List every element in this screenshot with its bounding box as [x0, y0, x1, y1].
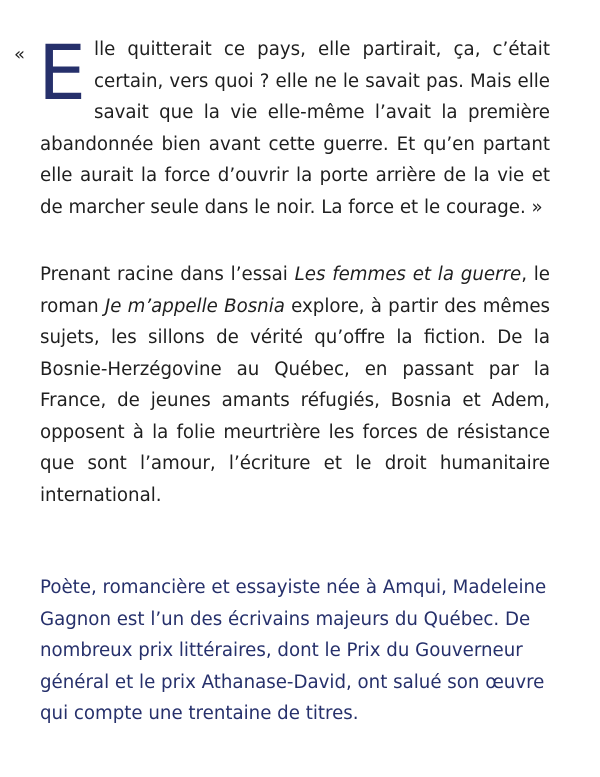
summary-text-3: explore, à partir des mêmes sujets, les sillons de vérité qu’offre la fiction. De la Bosnie-Herzégovine au Québec, en passant par la France, de jeunes amants réfugiés, Bosnia et Adem, opposent à la folie meurtrière les forces de résistance que sont l’amour, l’écriture et le droit humanitaire international. — [40, 295, 550, 506]
book-summary — [40, 259, 550, 511]
summary-text-1: Prenant racine dans l’essai — [40, 264, 295, 285]
author-bio — [40, 572, 550, 730]
quote-paragraph — [40, 28, 550, 223]
summary-paragraph — [40, 259, 550, 511]
essay-title: Les femmes et la guerre — [294, 264, 522, 285]
opening-guillemet: « — [14, 44, 26, 65]
quote-text: lle quitterait ce pays, elle partirait, ça, c’était certain, vers quoi ? elle ne le savait pas. Mais elle savait que la vie elle-même l’avait la première abandonnée bien avant cette guerre. Et qu’en partant elle aurait la force d’ouvrir la porte arrière de la vie et de marcher seule dans le noir. La force et le courage. » — [40, 39, 550, 218]
summary-text-2: , le roman — [40, 264, 550, 317]
bio-paragraph: Poète, romancière et essayiste née à Amqui, Madeleine Gagnon est l’un des écrivains majeurs du Québec. De nombreux prix littéraires, dont le Prix du Gouverneur général et le prix Athanase-David, ont salué son œuvre qui compte une trentaine de titres. — [40, 577, 547, 724]
drop-cap-letter: E — [38, 28, 87, 117]
novel-title: Je m’appelle Bosnia — [104, 295, 285, 317]
epigraph-quote — [14, 28, 550, 223]
